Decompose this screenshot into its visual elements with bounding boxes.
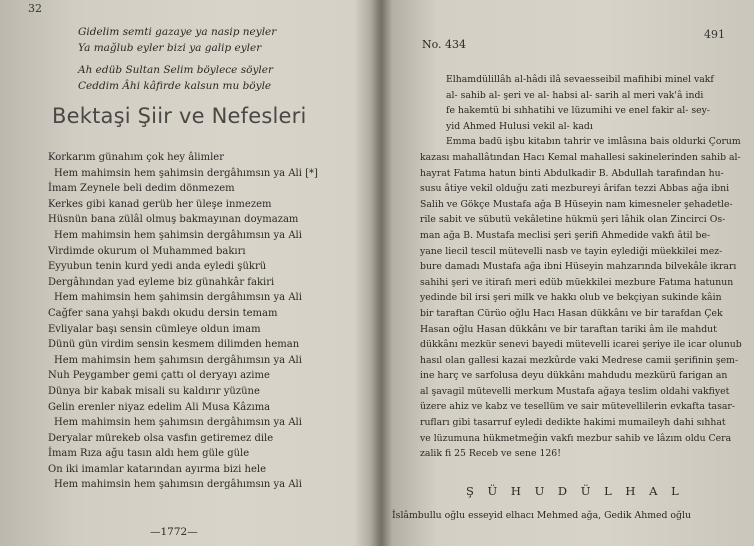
body-line: zalik fi 25 Receb ve sene 126!	[420, 448, 561, 460]
document-number: No. 434	[422, 38, 467, 51]
body-line: hasıl olan gallesi kazai mezkûrde vaki Medrese camii şerifinin şem-	[420, 354, 739, 366]
body-line: bure damadı Mustafa ağa ibni Hüseyin mahzarında bilvekâle ikrarı	[420, 261, 737, 273]
body-line: yedinde bil irsi şeri milk ve hakkı olub ve bekçiyan sukinde kâin	[420, 292, 722, 304]
couplet-line: Gidelim semti gazaye ya nasip neyler	[78, 26, 277, 38]
poem-line: On iki imamlar katarından ayırma bizi hele	[48, 463, 267, 475]
poem-line: Hem mahimsin hem şahimsin dergâhımsın ya Ali [*]	[54, 167, 318, 179]
body-line: fe hakemtü bi sıhhatihi ve lüzumihi ve enel fakir al- sey-	[446, 105, 710, 117]
poem-block	[48, 150, 318, 493]
poem-line: Hem mahimsin hem şahımsın dergâhımsın ya Ali	[54, 354, 302, 366]
right-page	[384, 0, 754, 546]
poem-line: Gelin erenler niyaz edelim Ali Musa Kâzıma	[48, 401, 271, 413]
poem-line: Evliyalar başı sensin cümleye oldun imam	[48, 323, 261, 335]
couplet-line: Ah edüb Sultan Selim böylece söyler	[78, 64, 273, 76]
body-line: rufları gibi tasarruf eyledi dedikte hakimi mumaileyh dahi sıhhat	[420, 417, 726, 429]
body-line: ve lüzumuna hükmetmeğin vakfı mezbur sahib ve lâzım oldu Cera	[420, 432, 732, 444]
poem-line: Deryalar mürekeb olsa vasfın getiremez dile	[48, 432, 274, 444]
body-line: man ağa B. Mustafa meclisi şeri şerifi Ahmedide vakfı âtil be-	[420, 229, 711, 241]
couplet-line: Ceddim Âhi kâfirde kalsun mu böyle	[78, 80, 272, 92]
poem-line: Korkarım günahım çok hey âlimler	[48, 152, 224, 163]
body-line: Emma badü işbu kitabın tahrir ve imlâsına bais oldurki Çorum	[446, 136, 741, 148]
body-line: üzere ahiz ve kabz ve tesellüm ve sair mütevellilerin evkafta tasar-	[420, 401, 735, 413]
body-line: Elhamdülillâh al-hâdi ilâ sevaesseibil mafihibi minel vakf	[446, 74, 714, 85]
poem-line: Kerkes gibi kanad gerüb her üleşe inmezem	[48, 198, 272, 210]
poem-line: Nuh Peygamber gemi çattı ol deryayı azime	[48, 370, 270, 382]
poem-line: Hem mahimsin hem şahımsın dergâhımsın ya Ali	[54, 479, 302, 491]
poem-line: Hem mahimsin hem şahımsın dergâhımsın ya Ali	[54, 417, 302, 429]
poem-line: Dünü gün virdim sensin kesmem dilimden heman	[48, 339, 300, 351]
poem-line: Hem mahimsin hem şahimsin dergâhımsın ya Ali	[54, 292, 302, 304]
body-line: al şavagil mütevelli merkum Mustafa ağaya teslim oldahi vakfiyet	[420, 385, 730, 397]
page-footer: —1772—	[150, 526, 198, 538]
body-line: yid Ahmed Hulusi vekil al- kadı	[446, 120, 593, 132]
body-line: kazası mahallâtından Hacı Kemal mahallesi sakinelerinden sahib al-	[420, 151, 741, 163]
poem-line: Hem mahimsin hem şahimsin dergâhımsın ya Ali	[54, 229, 302, 241]
body-line: sahihi şeri ve itirafı meri edüb müekkilei mezbure Fatıma hatunun	[420, 276, 734, 288]
body-line: rile sabit ve sübutü vekâletine hükmü şeri lâhik olan Zincirci Os-	[420, 214, 726, 226]
poem-line: Cağfer sana yahşi bakdı okudu dersin temam	[48, 307, 278, 319]
closing-couplet	[78, 62, 273, 94]
section-title: Bektaşi Şiir ve Nefesleri	[52, 104, 307, 128]
body-line: hayrat Fatıma hatun binti Abdulkadir B. Abdullah tarafından hu-	[420, 167, 724, 179]
poem-line: Virdimde okurum ol Muhammed bakırı	[48, 245, 246, 257]
right-page-number: 491	[704, 28, 725, 41]
poem-line: İmam Zeynele beli dedim dönmezem	[48, 183, 235, 195]
left-page-number: 32	[28, 2, 42, 15]
poem-line: Eyyubun tenin kurd yedi anda eyledi şükrü	[48, 261, 267, 273]
body-line: susu âtiye vekil olduğu zati mezbureyi ârifan tezzi Abbas ağa ibni	[420, 183, 730, 195]
document-body	[420, 72, 750, 462]
body-line: al- sahib al- şeri ve al- habsi al- sarih al meri vak'â indi	[446, 89, 704, 101]
body-line: yane liecil tescil mütevelli nasb ve tayin eylediği müekkilei mez-	[420, 245, 723, 257]
poem-line: İmam Rıza ağu tasın aldı hem güle güle	[48, 448, 250, 460]
poem-line: Dünya bir kabak misali su kaldırır yüzüne	[48, 385, 260, 397]
poem-line: Hüsnün bana zülâl olmuş bakmayınan doymazam	[48, 214, 299, 226]
body-line: Hasan oğlu Hasan dükkânı ve bir taraftan tariki âm ile mahdut	[420, 323, 717, 335]
body-line: Salih ve Gökçe Mustafa ağa B Hüseyin nam kimesneler şehadetle-	[420, 198, 733, 210]
couplet-line: Ya mağlub eyler bizi ya galip eyler	[78, 42, 262, 54]
body-line: dükkânı mezkür senevi bayedi mütevelli icarei şeriye ile icar olunub	[420, 339, 742, 351]
witness-heading: Ş Ü H U D Ü L H A L	[466, 484, 684, 498]
witness-names: İslâmbullu oğlu esseyid elhacı Mehmed ağa, Gedik Ahmed oğlu	[392, 510, 691, 521]
opening-couplet	[78, 24, 276, 56]
body-line: ine harç ve sarfolusa deyu dükkânı mahdudu mezkürü farigan an	[420, 370, 728, 382]
body-line: bir taraftan Cürüo oğlu Hacı Hasan dükkânı ve bir tarafdan Çek	[420, 307, 723, 319]
poem-line: Dergâhından yad eyleme biz günahkâr fakiri	[48, 276, 275, 288]
